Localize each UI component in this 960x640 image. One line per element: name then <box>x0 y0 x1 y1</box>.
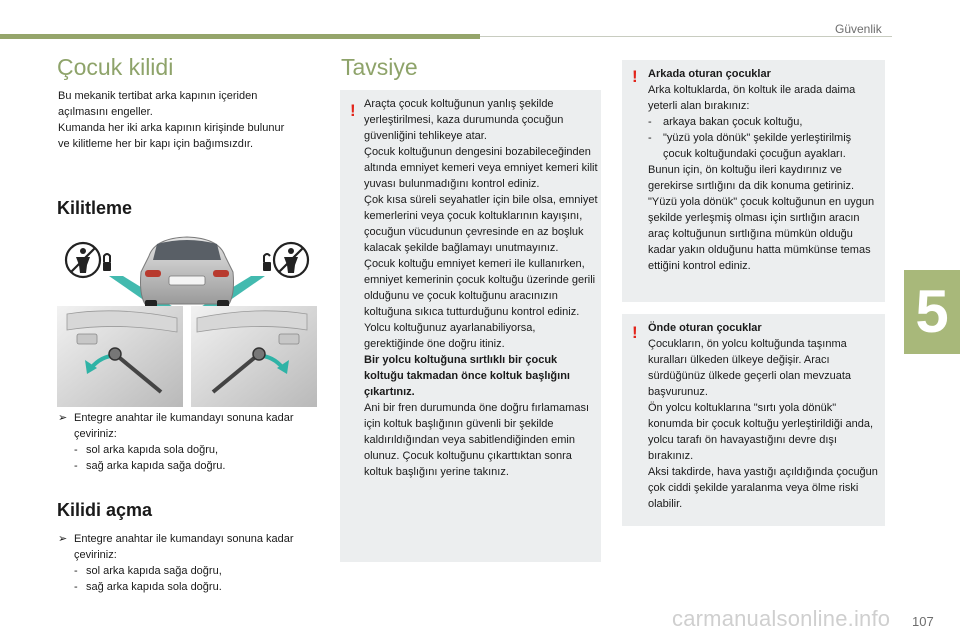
list-item: sol arka kapıda sağa doğru, <box>86 565 222 577</box>
list-item: sol arka kapıda sola doğru, <box>86 444 219 456</box>
intro-line: ve kilitleme her bir kapı için bağımsızdır. <box>58 138 254 150</box>
intro-line: Kumanda her iki arka kapının kirişinde bulunur <box>58 122 285 134</box>
child-locked-icon <box>66 243 111 277</box>
watermark: carmanualsonline.info <box>672 606 891 631</box>
advice-paragraph: Ani bir fren durumunda öne doğru fırlamaması için koltuk başlığının güvenli bir şekilde kaldırıldığından veya sabitlendiğinden emin olunuz. Çocuk koltuğunu çıkarttıktan sonra koltuk başlığını yerine takınız. <box>364 402 590 478</box>
list-item: arkaya bakan çocuk koltuğu, <box>663 116 803 128</box>
exclamation-warning-icon: ! <box>632 323 638 342</box>
child-lock-illustration <box>57 232 317 407</box>
lock-heading: Kilitleme <box>57 198 133 218</box>
arrow-right-icon: ➢ <box>58 533 68 545</box>
front-paragraph: Ön yolcu koltuklarına "sırtı yola dönük" konumda bir çocuk koltuğu yerleştirildiği anda, yolcu tarafı ön havayastığını devre dışı bırakınız. <box>648 402 874 462</box>
page-number: 107 <box>912 614 934 629</box>
page-title: Çocuk kilidi <box>57 54 174 80</box>
advice-paragraph: Çok kısa süreli seyahatler için bile olsa, emniyet kemerlerini veya çocuk koltuklarının kayışını, çocuğun vücudunun çevresinde en az boşluk kalacak şekilde bağlamayı unutmayınız. <box>364 194 598 254</box>
intro-line: açılmasını engeller. <box>58 106 153 118</box>
list-item: "yüzü yola dönük" şekilde yerleştirilmiş çocuk koltuğundaki çocuğun ayakları. <box>663 132 852 160</box>
arrow-right-icon: ➢ <box>58 412 68 424</box>
advice-paragraph: Çocuk koltuğu emniyet kemeri ile kullanırken, emniyet kemerinin çocuk koltuğu üzerinde gerili olduğunu ve çocuk koltuğunu aracınızın koltuğuna sıkıca tutturduğunu kontrol ediniz. Yolcu koltuğunuz ayarlanabiliyorsa, gerektiğinde öne doğru itiniz. <box>364 258 596 350</box>
advice-paragraph: Çocuk koltuğunun dengesini bozabileceğinden altında emniyet kemeri veya emniyet kemeri kilit yuvası bulunmadığını kontrol ediniz. <box>364 146 598 190</box>
left-door-lock-photo <box>57 306 183 407</box>
front-heading: Önde oturan çocuklar <box>648 322 762 334</box>
advice-title: Tavsiye <box>341 54 418 80</box>
rear-paragraph: "Yüzü yola dönük" çocuk koltuğunun en uygun şekilde yerleşmiş olması için sırtlığın aracın araç koltuğunun sırtlığına mümkün olduğu kadar yakın olduğunu hatta mümkünse temas ettiğini kontrol ediniz. <box>648 196 875 272</box>
rear-children-box: ! Arkada oturan çocuklar Arka koltuklarda, ön koltuk ile arada daima yeterli alan bırakınız: - arkaya bakan çocuk koltuğu, - "yüzü yola dönük" şekilde yerleştirilmiş çocuk koltuğundaki çocuğun ayakları. Bunun için, ön koltuğu ileri kaydırınız ve gerekirse sırtlığını da dik konuma getiriniz. "Yüzü yola dönük" çocuk koltuğunun en uygun şekilde yerleşmiş olması için sırtlığın aracın araç koltuğunun sırtlığına mümkün olduğu kadar yakın olduğunu hatta mümkünse temas ettiğini kontrol ediniz. <box>622 60 885 302</box>
rear-heading: Arkada oturan çocuklar <box>648 68 771 80</box>
chapter-tab: 5 <box>904 270 960 354</box>
car-rear-icon <box>141 237 234 308</box>
lock-text: Entegre anahtar ile kumandayı sonuna kadar çeviriniz: <box>74 412 294 440</box>
advice-box <box>340 90 601 562</box>
exclamation-warning-icon: ! <box>632 67 638 86</box>
unlock-heading: Kilidi açma <box>57 500 153 520</box>
list-item: sağ arka kapıda sola doğru. <box>86 581 222 593</box>
section-label: Güvenlik <box>835 22 882 36</box>
exclamation-warning-icon: ! <box>350 101 356 120</box>
front-children-box <box>622 314 885 526</box>
front-paragraph: Çocukların, ön yolcu koltuğunda taşınma kuralları ülkeden ülkeye değişir. Aracı sürdüğünüz ülkede geçerli olan mevzuata başvurunuz. <box>648 338 852 398</box>
advice-paragraph: Araçta çocuk koltuğunun yanlış şekilde yerleştirilmesi, kaza durumunda çocuğun güvenliğini tehlikeye atar. <box>364 98 564 142</box>
header-divider <box>480 36 892 37</box>
intro-line: Bu mekanik tertibat arka kapının içeriden <box>58 90 258 102</box>
unlock-text: Entegre anahtar ile kumandayı sonuna kadar çeviriniz: <box>74 533 294 561</box>
right-door-lock-photo <box>191 306 317 407</box>
intro-text <box>58 88 308 152</box>
unlock-instructions: ➢ Entegre anahtar ile kumandayı sonuna kadar çeviriniz: - sol arka kapıda sağa doğru, - sağ arka kapıda sola doğru. <box>58 531 308 595</box>
rear-paragraph: Bunun için, ön koltuğu ileri kaydırınız ve gerekirse sırtlığını da dik konuma getiriniz. <box>648 164 855 192</box>
front-paragraph: Aksi takdirde, hava yastığı açıldığında çocuğun çok ciddi şekilde yaralanma veya ölme riski olabilir. <box>648 466 878 510</box>
rear-text: Arka koltuklarda, ön koltuk ile arada daima yeterli alan bırakınız: <box>648 84 856 112</box>
header-accent-bar <box>0 34 480 39</box>
child-unlocked-icon <box>263 243 308 277</box>
advice-paragraph-bold: Bir yolcu koltuğuna sırtlıklı bir çocuk koltuğu takmadan önce koltuk başlığını çıkartınız. <box>364 354 570 398</box>
lock-instructions: ➢ Entegre anahtar ile kumandayı sonuna kadar çeviriniz: - sol arka kapıda sola doğru, - sağ arka kapıda sağa doğru. <box>58 410 308 474</box>
list-item: sağ arka kapıda sağa doğru. <box>86 460 226 472</box>
